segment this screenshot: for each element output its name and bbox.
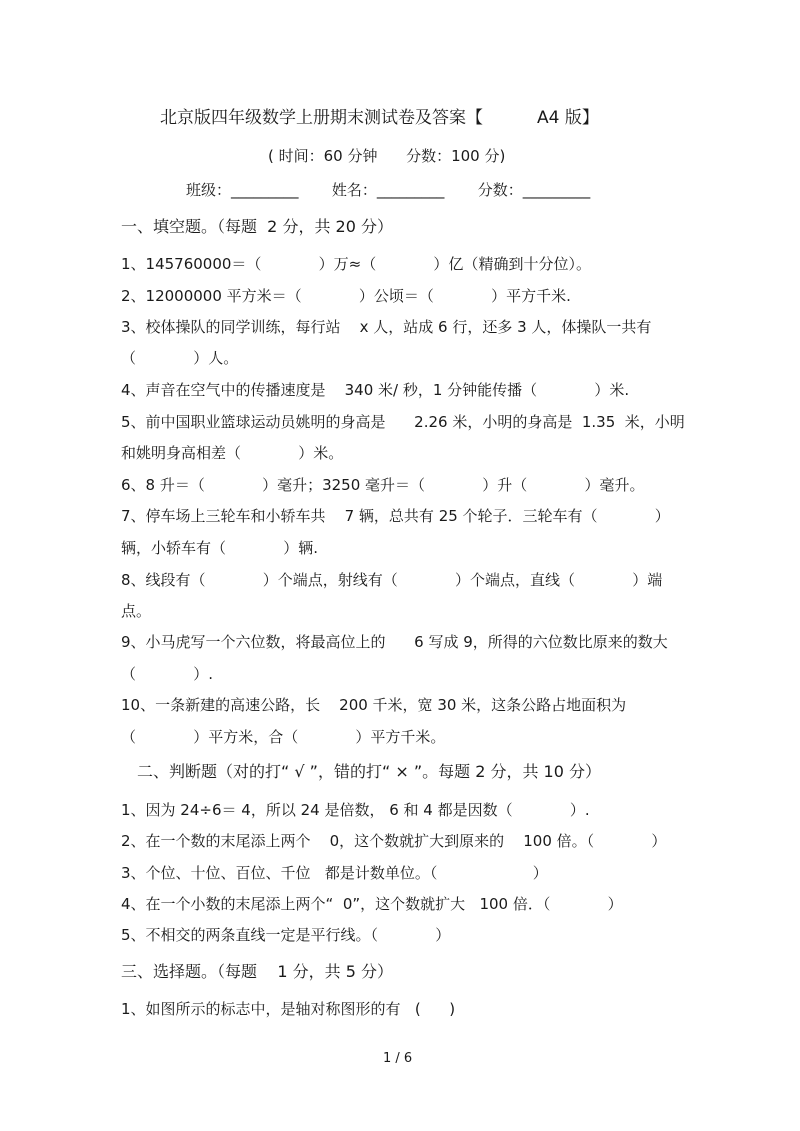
question-line: 5、不相交的两条直线一定是平行线。（ ） <box>121 926 451 944</box>
exam-time-score: ( 时间：60 分钟 分数：100 分) <box>268 147 506 165</box>
question-line: 4、声音在空气中的传播速度是 340 米/ 秒，1 分钟能传播（ ）米. <box>121 381 630 399</box>
question-line: 2、12000000 平方米＝（ ）公顷＝（ ）平方千米. <box>121 287 571 305</box>
student-info-line: 班级：_________ 姓名：_________ 分数：_________ <box>186 181 591 199</box>
question-line: 辆，小轿车有（ ）辆. <box>121 539 318 557</box>
question-line: 5、前中国职业篮球运动员姚明的身高是 2.26 米，小明的身高是 1.35 米，小明 <box>121 413 685 431</box>
question-line: 9、小马虎写一个六位数，将最高位上的 6 写成 9，所得的六位数比原来的数大 <box>121 633 668 651</box>
question-line: （ ）人。 <box>121 349 239 367</box>
page-number: 1 / 6 <box>383 1051 413 1066</box>
question-line: 4、在一个小数的末尾添上两个“ 0”，这个数就扩大 100 倍．（ ） <box>121 895 623 913</box>
question-line: 和姚明身高相差（ ）米。 <box>121 444 344 462</box>
question-line: 2、在一个数的末尾添上两个 0，这个数就扩大到原来的 100 倍。（ ） <box>121 832 667 850</box>
question-line: 1、145760000＝（ ）万≈（ ）亿（精确到十分位）。 <box>121 255 591 273</box>
question-line: （ ）平方米，合（ ）平方千米。 <box>121 728 446 746</box>
question-line: 6、8 升＝（ ）毫升；3250 毫升＝（ ）升（ ）毫升。 <box>121 476 645 494</box>
question-line: 1、因为 24÷6＝ 4，所以 24 是倍数， 6 和 4 都是因数（ ）. <box>121 801 590 819</box>
question-line: 3、个位、十位、百位、千位 都是计数单位。（ ） <box>121 864 548 882</box>
section-choice-heading: 三、选择题。（每题 1 分，共 5 分） <box>121 962 393 981</box>
section-true-false-heading: 二、判断题（对的打“ √ ”，错的打“ × ”。每题 2 分，共 10 分） <box>137 762 601 781</box>
question-line: 3、校体操队的同学训练，每行站 x 人，站成 6 行，还多 3 人，体操队一共有 <box>121 318 652 336</box>
question-line: 7、停车场上三轮车和小轿车共 7 辆，总共有 25 个轮子．三轮车有（ ） <box>121 507 670 525</box>
section-fill-blank-heading: 一、填空题。（每题 2 分，共 20 分） <box>121 217 393 236</box>
question-line: 1、如图所示的标志中，是轴对称图形的有 ( ) <box>121 1000 456 1018</box>
question-line: 点。 <box>121 602 152 620</box>
page-title: 北京版四年级数学上册期末测试卷及答案【 A4 版】 <box>160 108 599 128</box>
question-line: （ ）. <box>121 665 213 683</box>
question-line: 10、一条新建的高速公路，长 200 千米，宽 30 米，这条公路占地面积为 <box>121 696 627 714</box>
question-line: 8、线段有（ ）个端点，射线有（ ）个端点，直线（ ）端 <box>121 571 663 589</box>
